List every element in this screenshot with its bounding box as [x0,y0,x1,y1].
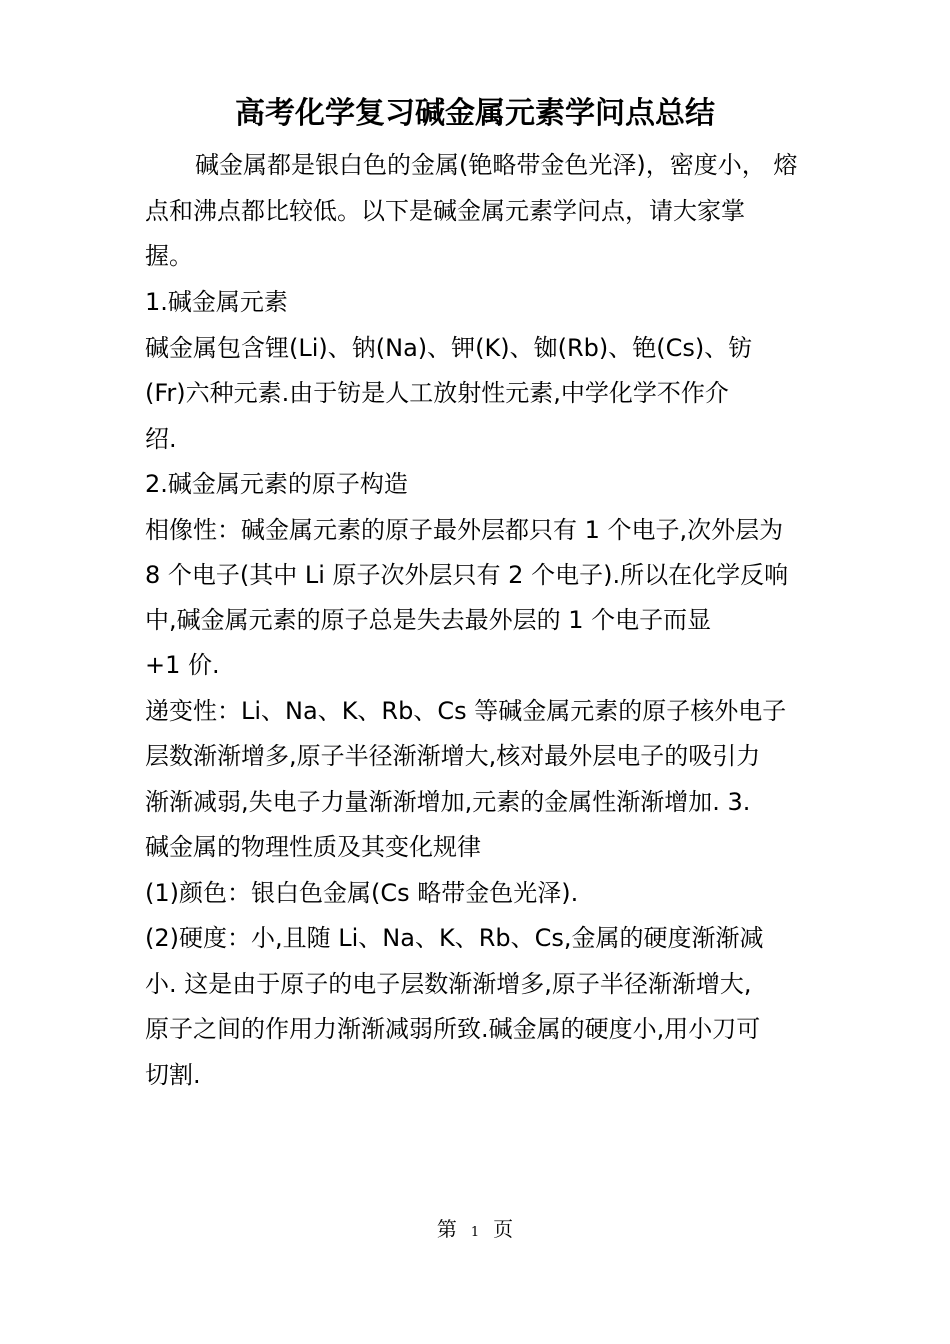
text-line: 碱金属都是银白色的金属(铯略带金色光泽)，密度小， 熔 [195,151,798,179]
text-line: 碱金属包含锂(Li)、钠(Na)、钾(K)、铷(Rb)、铯(Cs)、钫 [145,334,753,362]
text-line: 8 个电子(其中 Li 原子次外层只有 2 个电子).所以在化学反响 [145,561,789,589]
text-line: 切割. [145,1061,201,1089]
text-line: (1)颜色：银白色金属(Cs 略带金色光泽). [145,879,579,907]
text-line: 中,碱金属元素的原子总是失去最外层的 1 个电子而显 [145,606,712,634]
text-line: 小. 这是由于原子的电子层数渐渐增多,原子半径渐渐增大, [145,970,752,998]
text-line: 绍. [145,425,177,453]
section-heading: 2.碱金属元素的原子构造 [145,470,408,498]
text-line: 递变性：Li、Na、K、Rb、Cs 等碱金属元素的原子核外电子 [145,697,787,725]
page-footer [0,1214,950,1248]
document-title: 高考化学复习碱金属元素学问点总结 [235,96,715,131]
section-heading: 1.碱金属元素 [145,288,288,316]
section-heading: 碱金属的物理性质及其变化规律 [145,833,481,861]
text-line: 点和沸点都比较低。以下是碱金属元素学问点，请大家掌 [145,197,745,225]
text-line: 原子之间的作用力渐渐减弱所致.碱金属的硬度小,用小刀可 [145,1015,761,1043]
text-line: 相像性：碱金属元素的原子最外层都只有 1 个电子,次外层为 [145,516,784,544]
text-line: +1 价. [145,651,220,679]
footer-prefix: 第 [436,1217,457,1241]
text-line: 握。 [145,242,193,270]
page-number: 1 [470,1225,480,1240]
text-line: 渐渐减弱,失电子力量渐渐增加,元素的金属性渐渐增加. 3. [145,788,751,816]
footer-suffix: 页 [493,1217,514,1241]
text-line: (2)硬度：小,且随 Li、Na、K、Rb、Cs,金属的硬度渐渐减 [145,924,764,952]
text-line: 层数渐渐增多,原子半径渐渐增大,核对最外层电子的吸引力 [145,742,761,770]
text-line: (Fr)六种元素.由于钫是人工放射性元素,中学化学不作介 [145,379,729,407]
